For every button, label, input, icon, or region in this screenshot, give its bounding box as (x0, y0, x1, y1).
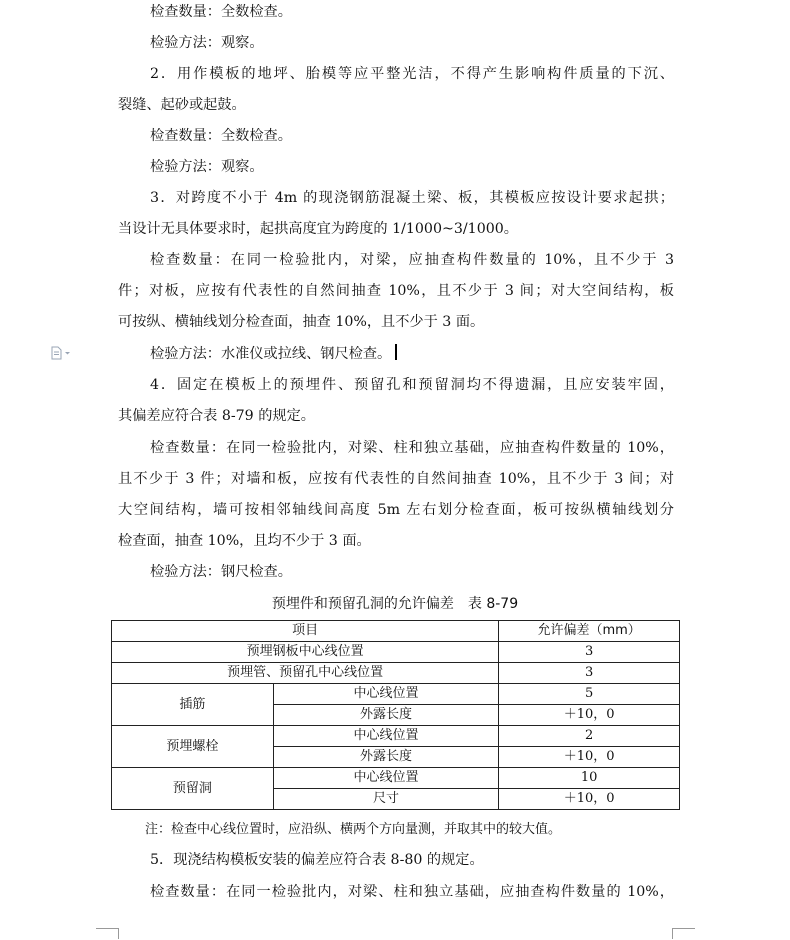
header-item: 项目 (112, 621, 499, 642)
line-text: 检验方法：观察。 (150, 159, 264, 175)
sub-label: 中心线位置 (273, 768, 499, 789)
row-value: ＋10，0 (499, 705, 680, 726)
row-value: ＋10，0 (499, 747, 680, 768)
sub-label: 外露长度 (273, 747, 499, 768)
line-text: 当设计无具体要求时，起拱高度宜为跨度的 1/1000~3/1000。 (118, 221, 518, 237)
line-text: 3．对跨度不小于 4m 的现浇钢筋混凝土梁、板，其模板应按设计要求起拱； (150, 190, 674, 206)
line-text: 大空间结构，墙可按相邻轴线间高度 5m 左右划分检查面，板可按纵横轴线划分 (118, 502, 674, 518)
row-label: 预埋管、预留孔中心线位置 (112, 663, 499, 684)
paragraph-line (118, 312, 674, 332)
row-value: 2 (499, 726, 680, 747)
paragraph-line (150, 562, 674, 582)
text-cursor (395, 344, 397, 360)
paragraph-line (150, 157, 674, 177)
group-label: 预留洞 (112, 768, 274, 810)
paragraph-line (118, 219, 674, 239)
line-text: 检查数量：在同一检验批内，对梁、柱和独立基础，应抽查构件数量的 10%， (150, 884, 674, 900)
paragraph-line (150, 850, 674, 870)
paragraph-line (150, 33, 674, 53)
table-row (112, 684, 680, 705)
line-text: 4．固定在模板上的预埋件、预留孔和预留洞均不得遗漏，且应安装牢固， (150, 377, 674, 393)
table-header-row (112, 621, 680, 642)
line-text: 检验方法：观察。 (150, 35, 264, 51)
sub-label: 中心线位置 (273, 726, 499, 747)
row-value: ＋10，0 (499, 789, 680, 810)
line-text: 检查面，抽查 10%，且均不少于 3 面。 (118, 533, 371, 549)
sub-label: 中心线位置 (273, 684, 499, 705)
line-text: 可按纵、横轴线划分检查面，抽查 10%，且不少于 3 面。 (118, 314, 485, 330)
table-row (112, 663, 680, 684)
table-row (112, 642, 680, 663)
line-text: 检查数量：全数检查。 (150, 4, 292, 20)
paragraph-line (118, 406, 674, 426)
paragraph-line (150, 438, 674, 458)
page-corner-mark (96, 928, 119, 939)
paragraph-line (118, 531, 674, 551)
line-text: 检验方法：钢尺检查。 (150, 564, 292, 580)
table-caption: 预埋件和预留孔洞的允许偏差 表 8-79 (271, 596, 519, 612)
paragraph-line (150, 882, 674, 902)
tolerance-table (111, 620, 680, 810)
header-value: 允许偏差（mm） (499, 621, 680, 642)
line-text: 5．现浇结构模板安装的偏差应符合表 8-80 的规定。 (150, 852, 484, 868)
line-text: 检验方法：水准仪或拉线、钢尺检查。 (150, 346, 392, 362)
row-value: 3 (499, 663, 680, 684)
paragraph-line (150, 64, 674, 84)
paragraph-line (150, 375, 674, 395)
paragraph-line (150, 250, 674, 270)
row-value: 10 (499, 768, 680, 789)
line-text: 2．用作模板的地坪、胎模等应平整光洁，不得产生影响构件质量的下沉、 (150, 66, 674, 82)
group-label: 预埋螺栓 (112, 726, 274, 768)
group-label: 插筋 (112, 684, 274, 726)
table-row (112, 726, 680, 747)
line-text: 其偏差应符合表 8-79 的规定。 (118, 408, 315, 424)
paragraph-line (150, 344, 674, 364)
row-value: 3 (499, 642, 680, 663)
sub-label: 外露长度 (273, 705, 499, 726)
line-text: 且不少于 3 件；对墙和板，应按有代表性的自然间抽查 10%，且不少于 3 间；对 (118, 471, 674, 487)
paragraph-line (150, 126, 674, 146)
table-row (112, 768, 680, 789)
page-corner-mark (672, 928, 695, 939)
line-text: 件；对板，应按有代表性的自然间抽查 10%，且不少于 3 间；对大空间结构，板 (118, 283, 674, 299)
paragraph-line (118, 500, 674, 520)
paragraph-line (150, 2, 674, 22)
paragraph-line (150, 188, 674, 208)
line-text: 检查数量：在同一检验批内，对梁、柱和独立基础，应抽查构件数量的 10%， (150, 440, 674, 456)
paragraph-line (118, 95, 674, 115)
document-icon[interactable] (50, 346, 72, 360)
paragraph-line (118, 469, 674, 489)
table-note: 注：检查中心线位置时，应沿纵、横两个方向量测，并取其中的较大值。 (145, 822, 562, 837)
row-label: 预埋钢板中心线位置 (112, 642, 499, 663)
sub-label: 尺寸 (273, 789, 499, 810)
line-text: 检查数量：全数检查。 (150, 128, 292, 144)
row-value: 5 (499, 684, 680, 705)
line-text: 检查数量：在同一检验批内，对梁，应抽查构件数量的 10%，且不少于 3 (150, 252, 674, 268)
line-text: 裂缝、起砂或起鼓。 (118, 97, 246, 113)
paragraph-line (118, 281, 674, 301)
